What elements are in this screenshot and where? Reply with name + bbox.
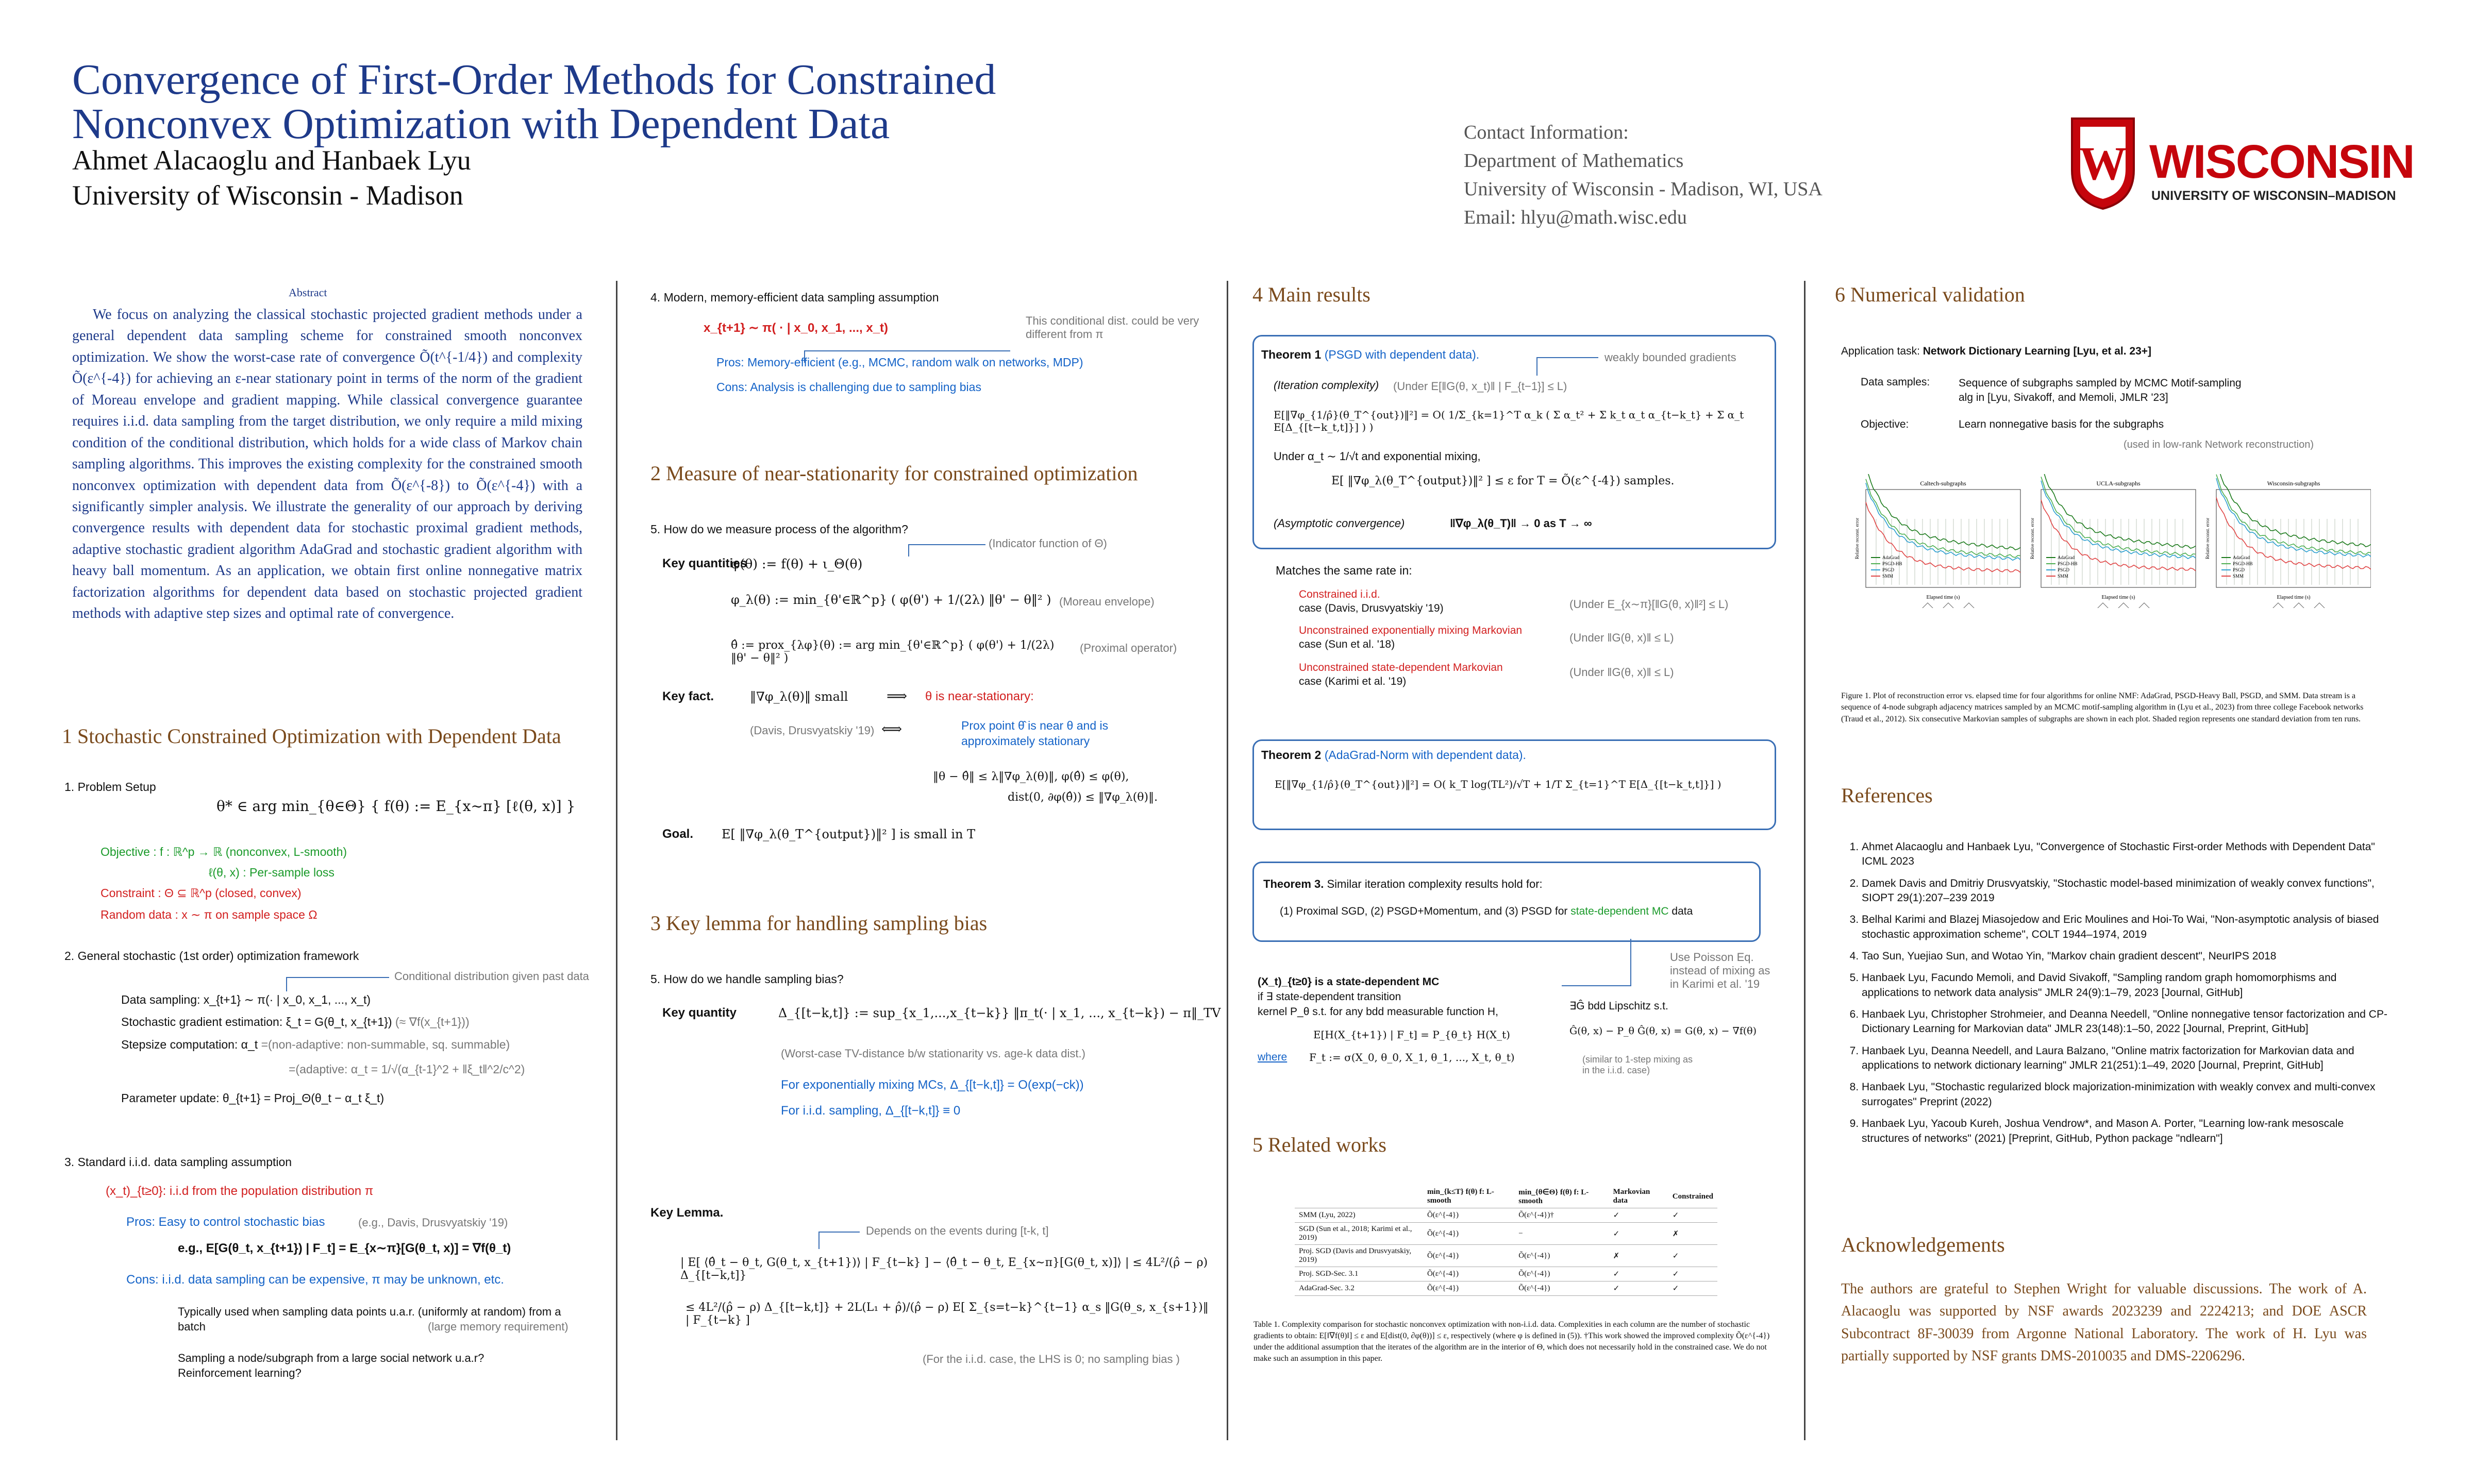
objective-note: (used in low-rank Network reconstruction) [2124,439,2314,450]
match-1-a: Constrained i.i.d. [1299,588,1380,600]
table-cell: ✓ [1609,1281,1668,1296]
match-3-under: (Under ‖G(θ, x)‖ ≤ L) [1569,666,1674,679]
legend-label: AdaGrad [2058,555,2075,560]
framework-label: 2. General stochastic (1st order) optimization framework [64,949,359,963]
iid-line: (x_t)_{t≥0}: i.i.d from the population distribution π [106,1184,374,1198]
match-3-a: Unconstrained state-dependent Markovian [1299,662,1503,673]
data-samples-value: Sequence of subgraphs sampled by MCMC Motif-sampling alg in [Lyu, Sivakoff, and Memoli, JMLR '23] [1959,377,2242,404]
objective-label: Objective: [1861,418,1909,430]
table-cell: ✓ [1668,1267,1717,1281]
moreau-def: φ_λ(θ) := min_{θ'∈ℝ^p} ( φ(θ') + 1/(2λ) ‖θ' − θ‖² ) [731,593,1051,607]
theorem-3-text: Similar iteration complexity results hold for: [1327,878,1543,890]
numerical-figure [1835,474,2371,608]
key-lemma-note: Depends on the events during [t-k, t] [866,1224,1049,1237]
poster-title-line-1: Convergence of First-Order Methods for Constrained [72,56,996,104]
theorem-1-note: weakly bounded gradients [1604,351,1736,364]
iid-pros-ref: (e.g., Davis, Drusvyatskiy '19) [358,1216,508,1229]
plot-ylabel: Relative reconst. error [1854,517,1860,560]
prox-note: (Proximal operator) [1080,642,1177,654]
table-row [1295,1223,1717,1245]
section-6-title: 6 Numerical validation [1835,283,2025,306]
iid-assumption-label: 3. Standard i.i.d. data sampling assumption [64,1155,292,1169]
match-2-b: case (Sun et al. '18) [1299,638,1395,651]
section-4-title: 4 Main results [1252,283,1370,306]
table-cell: Õ(ε^{-4}) [1514,1281,1609,1296]
modern-sampling-label: 4. Modern, memory-efficient data sampling assumption [650,291,939,304]
stepsize-text: Stepsize computation: α_t [121,1038,258,1051]
loss-line: ℓ(θ, x) : Per-sample loss [209,866,335,879]
plot-title: Wisconsin-subgraphs [2267,480,2320,487]
framework-note: Conditional distribution given past data [394,970,589,983]
measure-label: 5. How do we measure process of the algorithm? [650,522,908,536]
poisson-note: Use Poisson Eq. instead of mixing as in Karimi et al. '19 [1670,951,1770,990]
theorem-1-rate: E[‖∇φ_{1/ρ̂}(θ_T^{out})‖²] = O( 1/Σ_{k=1}^T α_k ( Σ α_t² + Σ k_t α_t α_{t−k_t} + Σ α_t E[Δ_{[t−k_t,t]}] ) ) [1274,409,1744,433]
theorem-1-under-2: Under α_t ∼ 1/√t and exponential mixing, [1274,450,1481,463]
reference-item: 8. Hanbaek Lyu, "Stochastic regularized block majorization-minimization with weakly convex and multi-convex surrogates" Preprint (2022) [1862,1080,2387,1109]
tv-distance-def: Δ_{[t−k,t]} := sup_{x_1,...,x_{t−k}} ‖π_t(· | x_1, ..., x_{t−k}) − π‖_TV [778,1006,1221,1020]
table-header-row [1295,1185,1717,1208]
sd-where: where [1258,1051,1288,1063]
key-fact-label: Key fact. [662,689,714,703]
data-samples-label: Data samples: [1861,376,1930,388]
prox-point-text: Prox point θ̂ is near θ and is approximately stationary [961,719,1109,748]
subgraph-thumbnail [2098,603,2108,608]
sd-equation: E[H(X_{t+1}) | F_t] = P_{θ_t} H(X_t) [1313,1028,1510,1041]
column-divider [1804,281,1806,1440]
legend-label: PSGD [1882,567,1895,572]
iid-bullet-1-note: (large memory requirement) [428,1320,569,1333]
contact-email[interactable]: Email: hlyu@math.wisc.edu [1464,207,1687,229]
theorem-3-list [1280,905,1693,918]
table-cell: ✓ [1609,1208,1668,1223]
table-cell: Õ(ε^{-4}) [1514,1267,1609,1281]
subgraph-thumbnail [2118,603,2129,608]
match-2-a: Unconstrained exponentially mixing Markovian [1299,625,1523,636]
abstract-text: We focus on analyzing the classical stochastic projected gradient methods under a general dependent data sampling scheme for constrained smooth nonconvex optimization. We show the worst-case rate of convergence Õ(t^{-1/4}) and complexity Õ(ε^{-4}) for achieving an ε-near stationary point in terms of the norm of the gradient of Moreau envelope and gradient mapping. While classical convergence guarantee requires i.i.d. data sampling from the target distribution, we only require a mild mixing condition of the conditional distribution, which holds for a wide class of Markov chain sampling algorithms. This improves the existing complexity for the constrained smooth nonconvex optimization with dependent data from Õ(ε^{-8}) to Õ(ε^{-4}) with a significantly simpler analysis. We illustrate the generality of our approach by deriving convergence results with dependent data for stochastic proximal gradient methods, adaptive stochastic gradient algorithm AdaGrad and stochastic gradient algorithm with heavy ball momentum. As an application, we obtain first online nonnegative matrix factorization algorithms for dependent data based on stochastic projected gradient methods with adaptive step sizes and optimal rate of convergence. [72,307,582,622]
table-cell: Õ(ε^{-4}) [1423,1245,1514,1267]
theorem-2-head: Theorem 2 [1261,748,1322,762]
table-header-cell: min_{k≤T} f(θ) f: L-smooth [1423,1185,1514,1208]
theorem-1-asym-eq: ‖∇φ_λ(θ_T)‖ → 0 as T → ∞ [1450,517,1592,530]
acknowledgements-title: Acknowledgements [1841,1233,2005,1256]
key-fact-ineq-1: ‖θ − θ̂‖ ≤ λ‖∇φ_λ(θ)‖, φ(θ̂) ≤ φ(θ), [933,770,1129,783]
theorem-2-heading [1261,748,1526,762]
tv-distance-note: (Worst-case TV-distance b/w stationarity vs. age-k data dist.) [781,1047,1085,1060]
note-leader-line [818,1232,820,1249]
match-2-under: (Under ‖G(θ, x)‖ ≤ L) [1569,631,1674,644]
plot-title: UCLA-subgraphs [2096,480,2141,487]
legend-label: PSGD-HB [2058,561,2078,566]
grad-est-line [121,1014,470,1030]
table-cell: ✗ [1668,1223,1717,1245]
key-lemma-eq-2: ≤ 4L²/(ρ̂ − ρ) Δ_{[t−k,t]} + 2L(L₁ + ρ̂)/(ρ̂ − ρ) E[ Σ_{s=t−k}^{t−1} α_s ‖G(θ_s, x_{s+1})‖ | F_{t−k} ] [686,1301,1209,1327]
table-row [1295,1267,1717,1281]
goal-eq: E[ ‖∇φ_λ(θ_T^{output})‖² ] is small in T [722,827,976,841]
reference-item: 4. Tao Sun, Yuejiao Sun, and Wotao Yin, "Markov chain gradient descent", NeurIPS 2018 [1862,949,2387,964]
table-row [1295,1208,1717,1223]
iff-arrow-icon: ⟺ [881,720,902,737]
contact-univ: University of Wisconsin - Madison, WI, USA [1464,178,1823,200]
table-caption: Table 1. Complexity comparison for stochastic nonconvex optimization with non-i.i.d. data. Complexities in each column are the number of stochastic gradients to obtain: E[‖∇f(θ)‖] ≤ ε and E[dist(0, ∂φ(θ))] ≤ ε, respectively (where φ is defined in (5)). †This work showed the improved complexity Õ(ε^{-4}) under the additional assumption that the iterates of the algorithm are in the interior of Θ, which does not necessarily hold in the constrained case. We do not make such an assumption in this paper. [1253,1320,1770,1363]
problem-setup-label: 1. Problem Setup [64,780,156,794]
theorem-1-under: (Under E[‖G(θ, x_t)‖ | F_{t−1}] ≤ L) [1393,380,1567,393]
prox-def: θ̂ := prox_{λφ}(θ) := arg min_{θ'∈ℝ^p} ( φ(θ') + 1/(2λ) ‖θ' − θ‖² ) [731,639,1055,665]
state-dependent-definition [1258,975,1546,1020]
reference-item: 6. Hanbaek Lyu, Christopher Strohmeier, and Deanna Needell, "Online nonnegative tensor factorization and CP-Dictionary Learning for Markovian data" JMLR 23(148):1–50, 2022 [Journal, Preprint, GitHub] [1862,1007,2387,1037]
table-cell: Proj. SGD (Davis and Drusvyatskiy, 2019) [1295,1245,1423,1267]
match-2 [1299,623,1522,652]
objective-value: Learn nonnegative basis for the subgraphs [1959,418,2164,430]
note-leader-line [818,1232,860,1233]
legend-label: PSGD [2233,567,2245,572]
legend-label: SMM [1882,574,1894,579]
subgraph-thumbnail [1964,603,1974,608]
legend-label: PSGD [2058,567,2070,572]
moreau-note: (Moreau envelope) [1059,595,1155,608]
theorem-1-iter-label: (Iteration complexity) [1274,379,1379,392]
table-header-cell [1295,1185,1423,1208]
references-list [1841,840,2387,1153]
key-fact-rhs: θ is near-stationary: [925,689,1034,703]
theorem-2-tag: (AdaGrad-Norm with dependent data). [1324,748,1526,762]
note-leader-line [1562,985,1631,986]
reference-item: 1. Ahmet Alacaoglu and Hanbaek Lyu, "Convergence of Stochastic First-order Methods with Dependent Data" ICML 2023 [1862,840,2387,869]
section-3-title: 3 Key lemma for handling sampling bias [650,912,988,935]
key-quantities-label: Key quantities [662,556,747,570]
table-cell: ✓ [1668,1208,1717,1223]
poster-authors: Ahmet Alacaoglu and Hanbaek Lyu [72,145,471,176]
sd-title: (X_t)_{t≥0} is a state-dependent MC [1258,976,1440,988]
legend-label: SMM [2058,574,2069,579]
stepsize-note: =(non-adaptive: non-summable, sq. summable) [261,1038,510,1051]
wisconsin-subtitle: UNIVERSITY OF WISCONSIN–MADISON [2151,189,2396,203]
theorem-3-data: data [1671,905,1693,917]
update-line: Parameter update: θ_{t+1} = Proj_Θ(θ_t − α_t ξ_t) [121,1091,385,1105]
task-value: Network Dictionary Learning [Lyu, et al. 23+] [1923,345,2152,357]
legend-label: PSGD-HB [2233,561,2253,566]
sd-kernel: kernel P_θ s.t. for any bdd measurable function H, [1258,1005,1498,1018]
table-cell: ✗ [1609,1245,1668,1267]
table-cell: ✓ [1668,1245,1717,1267]
subgraph-thumbnail [2273,603,2283,608]
matches-label: Matches the same rate in: [1276,564,1412,577]
reference-item: 7. Hanbaek Lyu, Deanna Needell, and Laura Balzano, "Online matrix factorization for Markovian data and applications to network dictionary learning" JMLR 21(251):1–49, 2020 [Journal, Preprint, GitHub] [1862,1044,2387,1073]
theorem-3-box [1252,862,1761,942]
note-leader-line [1630,939,1631,986]
crest-letter: W [2079,137,2127,190]
theorem-1-head: Theorem 1 [1261,348,1322,361]
plot-frame [2041,490,2196,587]
subgraph-thumbnail [1943,603,1953,608]
note-leader-line [908,544,909,556]
wisconsin-crest-icon [2067,113,2139,211]
section-2-title: 2 Measure of near-stationarity for constrained optimization [650,462,1138,485]
section-5-title: 5 Related works [1252,1133,1386,1156]
constraint-line: Constraint : Θ ⊆ ℝ^p (closed, convex) [101,886,302,900]
problem-equation: θ* ∈ arg min_{θ∈Θ} { f(θ) := E_{x∼π} [ℓ(θ, x)] } [216,798,576,815]
note-leader-line [1536,357,1537,376]
match-3-b: case (Karimi et al. '19) [1299,676,1407,688]
theorem-1-box [1252,335,1776,549]
contact-dept: Department of Mathematics [1464,150,1684,172]
iid-bullet-1: Typically used when sampling data points u.a.r. (uniformly at random) from a batch [178,1305,561,1333]
legend-label: PSGD-HB [1882,561,1902,566]
table-row [1295,1245,1717,1267]
theorem-1-tag: (PSGD with dependent data). [1324,348,1480,361]
theorem-1-sample-complexity: E[ ‖∇φ_λ(θ_T^{output})‖² ] ≤ ε for T = Õ(ε^{-4}) samples. [1331,475,1675,487]
column-divider [1227,281,1228,1440]
theorem-2-rate: E[‖∇φ_{1/ρ̂}(θ_T^{out})‖²] = O( k_T log(TL²)/√T + 1/T Σ_{t=1}^T E[Δ_{[t−k_t,t]}] ) [1275,778,1721,790]
table-header-cell: min_{θ∈Θ} f(θ) f: L-smooth [1514,1185,1609,1208]
key-fact-lhs: ‖∇φ_λ(θ)‖ small [750,689,848,704]
theorem-3-list-text: (1) Proximal SGD, (2) PSGD+Momentum, and (3) PSGD for [1280,905,1568,917]
grad-est-text: Stochastic gradient estimation: ξ_t = G(θ_t, x_{t+1}) [121,1015,392,1028]
note-leader-line [1536,357,1598,358]
wisconsin-wordmark: WISCONSIN [2149,136,2414,188]
contact-block [1464,119,1823,232]
task-line [1841,345,2151,358]
table-cell: Õ(ε^{-4}) [1423,1281,1514,1296]
table-header-cell: Markovian data [1609,1185,1668,1208]
match-3 [1299,661,1503,689]
theorem-3-heading [1263,878,1543,891]
iid-cons: Cons: i.i.d. data sampling can be expensive, π may be unknown, etc. [126,1273,504,1287]
section-1-title: 1 Stochastic Constrained Optimization with Dependent Data [62,724,561,748]
indicator-note: (Indicator function of Θ) [989,537,1107,550]
table-cell: Õ(ε^{-4}) [1514,1245,1609,1267]
poster-title-line-2: Nonconvex Optimization with Dependent Data [72,100,890,148]
poster-affiliation: University of Wisconsin - Madison [72,180,463,211]
match-1-under: (Under E_{x∼π}[‖G(θ, x)‖²] ≤ L) [1569,598,1729,611]
note-leader-line [286,977,287,991]
subgraph-thumbnail [1923,603,1933,608]
table-header-cell: Constrained [1668,1185,1717,1208]
plot-title: Caltech-subgraphs [1920,480,1966,487]
adaptive-stepsize-line: =(adaptive: α_t = 1/√(α_{t-1}^2 + ‖ξ_t‖^2/c^2) [289,1063,525,1076]
table-cell: Õ(ε^{-4}) [1423,1208,1514,1223]
iid-pros: Pros: Easy to control stochastic bias [126,1215,325,1229]
iid-bullet-2: Sampling a node/subgraph from a large social network u.a.r? Reinforcement learning? [178,1352,484,1379]
column-divider [616,281,617,1440]
contact-label: Contact Information: [1464,122,1629,143]
table-cell: Õ(ε^{-4}) [1423,1267,1514,1281]
table-body [1295,1208,1717,1296]
reference-item: 2. Damek Davis and Dmitriy Drusvyatskiy, "Stochastic model-based minimization of weakly convex functions", SIOPT 29(1):207–239 2019 [1862,876,2387,906]
reference-item: 9. Hanbaek Lyu, Yacoub Kureh, Joshua Vendrow*, and Mason A. Porter, "Learning low-rank mesoscale structures of networks" (2021) [Preprint, GitHub, Python package "ndlearn"] [1862,1117,2387,1146]
acknowledgements-text: The authors are grateful to Stephen Wright for valuable discussions. The work of A. Alacaoglu was supported by NSF awards 2023239 and 2224213; and DOE ASCR Subcontract 8F-30039 from Argonne National Laboratory. The work of H. Lyu was partially supported by NSF grants DMS-2010035 and DMS-2206296. [1841,1281,2367,1364]
modern-pros: Pros: Memory-efficient (e.g., MCMC, random walk on networks, MDP) [716,356,1083,369]
lipschitz-eq: Ĝ(θ, x) − P_θ Ĝ(θ, x) = G(θ, x) − ∇f(θ) [1569,1025,1757,1037]
lipschitz-note: (similar to 1-step mixing as in the i.i.d. case) [1582,1054,1693,1075]
numerical-figure-svg [1835,474,2371,608]
theorem-3-head: Theorem 3. [1263,878,1324,890]
note-leader-line [804,350,1010,351]
subgraph-thumbnail [2139,603,2149,608]
sd-if: if ∃ state-dependent transition [1258,990,1401,1003]
key-lemma-footnote: (For the i.i.d. case, the LHS is 0; no sampling bias ) [923,1353,1180,1365]
lipschitz-text: ∃Ĝ bdd Lipschitz s.t. [1569,1000,1668,1012]
legend-label: SMM [2233,574,2244,579]
iid-equation: e.g., E[G(θ_t, x_{t+1}) | F_t] = E_{x∼π}[G(θ_t, x)] = ∇f(θ_t) [178,1241,511,1255]
key-fact-ref: (Davis, Drusvyatskiy '19) [750,724,875,737]
key-quantity-label: Key quantity [662,1006,737,1020]
grad-est-note: (≈ ∇f(x_{t+1})) [395,1015,470,1028]
theorem-1-asym-label: (Asymptotic convergence) [1274,517,1405,530]
references-title: References [1841,784,1933,807]
legend-label: AdaGrad [2233,555,2250,560]
subgraph-thumbnail [2314,603,2325,608]
note-leader-line [286,977,389,978]
reference-item: 3. Belhal Karimi and Blazej Miasojedow and Eric Moulines and Hoi-To Wai, "Non-asymptotic analysis of biased stochastic approximation scheme", COLT 1944–1974, 2019 [1862,913,2387,942]
stepsize-line [121,1037,510,1053]
subgraph-thumbnail [2294,603,2304,608]
table-cell: Õ(ε^{-4})† [1514,1208,1609,1223]
key-fact-ineq-2: dist(0, ∂φ(θ̂)) ≤ ‖∇φ_λ(θ)‖. [1008,791,1158,804]
key-lemma-eq-1: | E[ ⟨θ̂_t − θ_t, G(θ_t, x_{t+1})⟩ | F_{t−k} ] − ⟨θ̂_t − θ_t, E_{x∼π}[G(θ_t, x)]⟩ | ≤ 4L²/(ρ̂ − ρ) Δ_{[t−k,t]} [680,1256,1208,1282]
objective-line [101,844,347,860]
table-cell: ✓ [1609,1223,1668,1245]
abstract-label: Abstract [289,286,327,299]
table-cell: Õ(ε^{-4}) [1423,1223,1514,1245]
match-1-b: case (Davis, Drusvyatskiy '19) [1299,602,1444,615]
reference-item: 5. Hanbaek Lyu, Facundo Memoli, and David Sivakoff, "Sampling random graph homomorphisms and applications to network data analysis" JMLR 24(9):1–79, 2023 [Journal, GitHub] [1862,971,2387,1000]
match-1 [1299,587,1444,616]
table-cell: ✓ [1609,1267,1668,1281]
goal-label: Goal. [662,827,694,841]
table-cell: − [1514,1223,1609,1245]
plot-xlabel: Elapsed time (s) [2101,595,2135,600]
iid-delta-line: For i.i.d. sampling, Δ_{[t−k,t]} ≡ 0 [781,1104,961,1118]
modern-sampling-eq: x_{t+1} ∼ π( · | x_0, x_1, ..., x_t) [704,321,889,335]
table-cell: Proj. SGD-Sec. 3.1 [1295,1267,1423,1281]
random-data-line: Random data : x ∼ π on sample space Ω [101,908,317,921]
key-lemma-label: Key Lemma. [650,1206,724,1220]
plot-ylabel: Relative reconst. error [2030,517,2035,560]
sd-filtration: F_t := σ(X_0, θ_0, X_1, θ_1, ..., X_t, θ_t) [1309,1051,1515,1064]
plot-ylabel: Relative reconst. error [2205,517,2210,560]
theorem-1-heading [1261,348,1479,362]
modern-cons: Cons: Analysis is challenging due to sampling bias [716,380,981,394]
theorem-2-box [1252,739,1776,830]
table-cell: ✓ [1668,1281,1717,1296]
table-cell: SMM (Lyu, 2022) [1295,1208,1423,1223]
note-leader-line [908,544,985,545]
exp-mixing-line: For exponentially mixing MCs, Δ_{[t−k,t]} = O(exp(−ck)) [781,1078,1084,1092]
objective-text: Objective : f : ℝ^p → ℝ (nonconvex, L-smooth) [101,845,347,858]
implies-arrow-icon: ⟹ [887,687,908,704]
theorem-3-sd: state-dependent MC [1570,905,1669,917]
phi-def: φ(θ) := f(θ) + ι_Θ(θ) [731,556,863,571]
related-works-table [1295,1185,1717,1296]
legend-label: AdaGrad [1882,555,1899,560]
plot-xlabel: Elapsed time (s) [1926,595,1960,600]
sampling-bias-label: 5. How do we handle sampling bias? [650,972,844,986]
table-row [1295,1281,1717,1296]
sampling-line: Data sampling: x_{t+1} ∼ π(· | x_0, x_1, ..., x_t) [121,993,371,1006]
table-cell: AdaGrad-Sec. 3.2 [1295,1281,1423,1296]
plot-xlabel: Elapsed time (s) [2277,595,2311,600]
task-label: Application task: [1841,345,1920,357]
modern-sampling-note: This conditional dist. could be very different from π [1026,314,1199,341]
table-cell: SGD (Sun et al., 2018; Karimi et al., 2019) [1295,1223,1423,1245]
figure-caption: Figure 1. Plot of reconstruction error vs. elapsed time for four algorithms for online NMF: AdaGrad, PSGD-Heavy Ball, PSGD, and SMM. Data stream is a sequence of 4-node subgraph adjacency matrices sampled by an MCMC motif-sampling algorithm in (Lyu et al., 2023) from three college Facebook networks (Traud et al., 2012). Six consecutive Markovian samples of subgraphs are shown in each plot. Shaded region represents one standard deviation from ten runs. [1841,692,2364,723]
